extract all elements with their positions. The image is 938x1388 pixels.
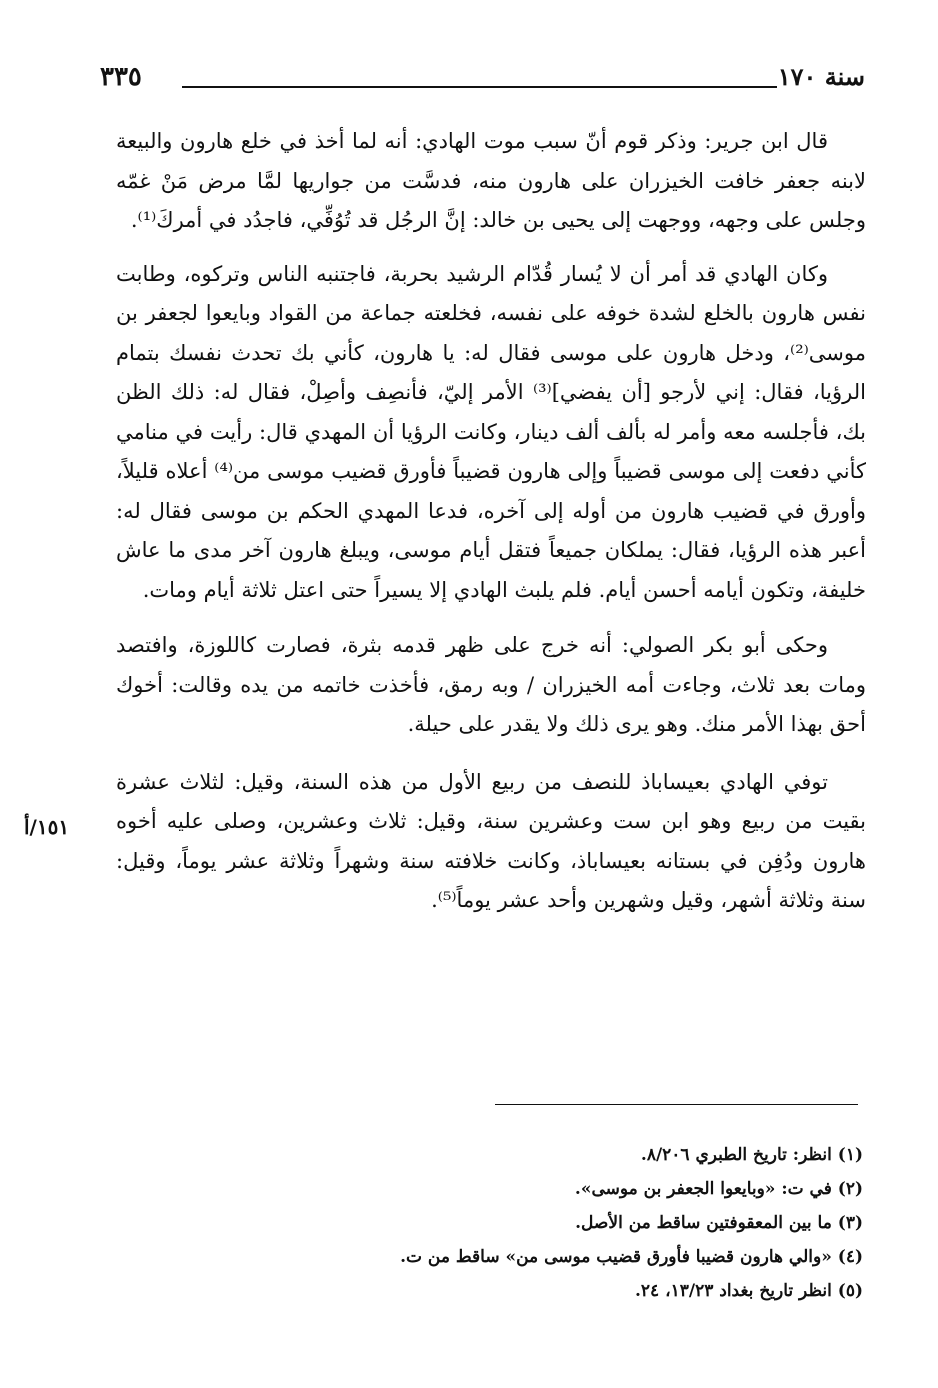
footnote: (٣) ما بين المعقوفتين ساقط من الأصل. <box>575 1213 863 1233</box>
footnotes <box>380 1138 863 1308</box>
manuscript-folio-marker: ١٥١/أ <box>24 815 70 839</box>
page-number: ٣٣٥ <box>100 62 142 92</box>
running-head-year: سنة ١٧٠ <box>777 62 865 91</box>
footnote: (٢) في ت: «وبايعوا الجعفر بن موسى». <box>574 1179 863 1199</box>
header-rule <box>182 86 777 88</box>
paragraph: وكان الهادي قد أمر أن لا يُسار قُدّام الرشيد بحربة، فاجتنبه الناس وتركوه، وطابت نفس هارون بالخلع لشدة خوفه على نفسه، فخلعته جماعة من القواد وبايعوا لجعفر بن موسى⁽²⁾، ودخل هارون على موسى فقال له: يا هارون، كأني بك تحدث نفسك بتمام الرؤيا، فقال: إني لأرجو [أن يفضي]⁽³⁾ الأمر إليّ، فأنصِف وأصِلْ، فقال له: ذلك الظن بك، فأجلسه معه وأمر له بألف ألف دينار، وكانت الرؤيا أن المهدي قال: رأيت في منامي كأني دفعت إلى موسى قضيباً وإلى هارون قضيباً فأورق قضيب موسى من⁽⁴⁾ أعلاه قليلاً، وأورق في قضيب هارون من أوله إلى آخره، فدعا المهدي الحكم بن موسى فقال له: أعبر هذه الرؤيا، فقال: يملكان جميعاً فتقل أيام موسى، ويبلغ هارون آخر مدى ما عاش خليفة، وتكون أيامه أحسن أيام. فلم يلبث الهادي إلا يسيراً حتى اعتل ثلاثة أيام ومات. <box>116 261 866 602</box>
footnote-separator <box>495 1104 858 1105</box>
footnote: (٥) انظر تاريخ بغداد ١٣/٢٣، ٢٤. <box>635 1281 863 1301</box>
footnote: (٤) «والي هارون قضيبا فأورق قضيب موسى من» ساقط من ت. <box>400 1247 863 1267</box>
main-text <box>116 122 866 935</box>
page-header <box>100 62 865 102</box>
paragraph: وحكى أبو بكر الصولي: أنه خرج على ظهر قدمه بثرة، فصارت كاللوزة، وافتصد ومات بعد ثلاث، وجاءت أمه الخيزران / وبه رمق، فأخذت خاتمه من يده وقالت: أخوك أحق بهذا الأمر منك. وهو يرى ذلك ولا يقدر على حيلة. <box>116 633 866 736</box>
footnote: (١) انظر: تاريخ الطبري ٨/٢٠٦. <box>640 1145 863 1165</box>
paragraph: قال ابن جرير: وذكر قوم أنّ سبب موت الهادي: أنه لما أخذ في خلع هارون والبيعة لابنه جعفر خافت الخيزران على هارون منه، فدسَّت من جواريها لمَّا مرض مَنْ غمّه وجلس على وجهه، ووجهت إلى يحيى بن خالد: إنَّ الرجُل قد تُوُفِّي، فاجدُد في أمركَ⁽¹⁾. <box>116 129 866 232</box>
paragraph: توفي الهادي بعيساباذ للنصف من ربيع الأول من هذه السنة، وقيل: لثلاث عشرة بقيت من ربيع وهو ابن ست وعشرين سنة، وقيل: ثلاث وعشرين، وصلى عليه أخوه هارون ودُفِن في بستانه بعيساباذ، وكانت خلافته سنة وشهراً وثلاثة عشر يوماً، وقيل: سنة وثلاثة أشهر، وقيل وشهرين وأحد عشر يوماً⁽⁵⁾. <box>116 769 866 912</box>
